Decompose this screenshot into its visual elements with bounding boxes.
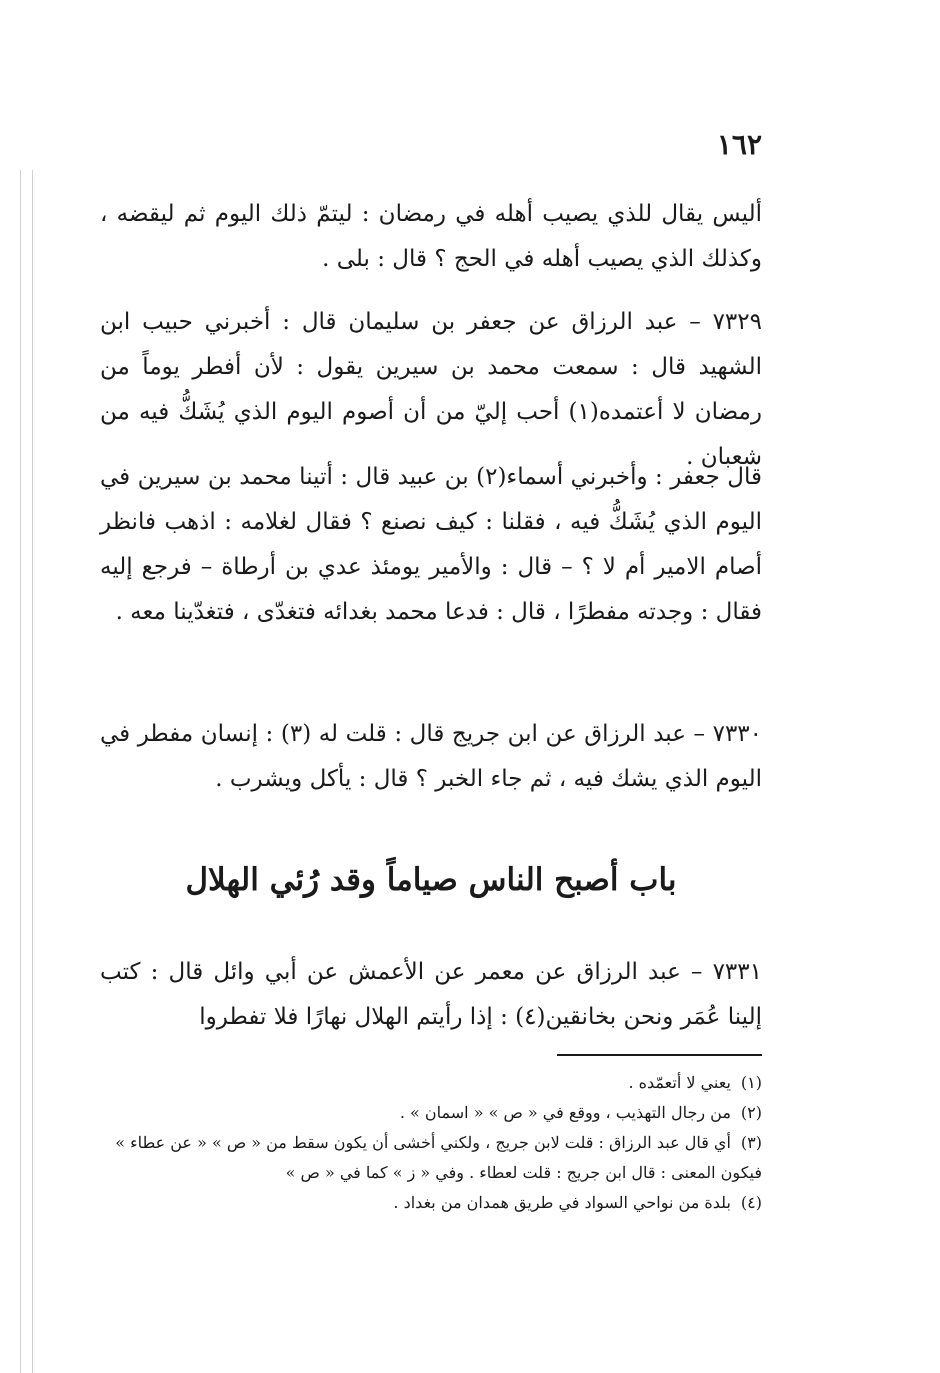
footnote-text: أي قال عبد الرزاق : قلت لابن جريج ، ولكني أخشى أن يكون سقط من « ص » « عن عطاء » فيكون المعنى : قال ابن جريج : قلت لعطاء . وفي « ز » كما في « ص » — [115, 1133, 762, 1182]
footnote-number: (٢) — [740, 1103, 762, 1122]
footnote-text: بلدة من نواحي السواد في طريق همدان من بغداد . — [393, 1193, 731, 1212]
paragraph-text: ٧٣٣١ – عبد الرزاق عن معمر عن الأعمش عن أبي وائل قال : كتب إلينا عُمَر ونحن بخانقين(٤) : إذا رأيتم الهلال نهارًا فلا تفطروا — [100, 959, 762, 1030]
footnotes — [100, 1068, 762, 1218]
hadith-7329 — [100, 300, 762, 480]
footnote-text: يعني لا أتعمّده . — [628, 1073, 731, 1092]
paragraph-jafar — [100, 455, 762, 635]
footnote-number: (٤) — [740, 1193, 762, 1212]
paragraph-text: قال جعفر : وأخبرني أسماء(٢) بن عبيد قال : أتينا محمد بن سيرين في اليوم الذي يُشَكُّ فيه ، فقلنا : كيف نصنع ؟ فقال لغلامه : اذهب فانظر أصام الامير أم لا ؟ – قال : والأمير يومئذ عدي بن أرطاة – فرجع إليه فقال : وجدته مفطرًا ، قال : فدعا محمد بغدائه فتغدّى ، فتغدّينا معه . — [100, 464, 762, 625]
page-binding-line — [20, 170, 21, 1373]
hadith-7331 — [100, 950, 762, 1040]
paragraph-intro — [100, 192, 762, 282]
page-number: ١٦٢ — [716, 128, 762, 161]
footnote-2 — [100, 1098, 762, 1128]
page-binding-line — [32, 170, 33, 1373]
footnote-1 — [100, 1068, 762, 1098]
paragraph-text: ٧٣٢٩ – عبد الرزاق عن جعفر بن سليمان قال : أخبرني حبيب ابن الشهيد قال : سمعت محمد بن سيرين يقول : لأن أفطر يوماً من رمضان لا أعتمده(١) أحب إليّ من أن أصوم اليوم الذي يُشَكُّ فيه من شعبان . — [100, 309, 762, 470]
footnote-divider — [557, 1054, 762, 1056]
footnote-4 — [100, 1188, 762, 1218]
footnote-number: (١) — [740, 1073, 762, 1092]
hadith-7330 — [100, 712, 762, 802]
chapter-heading: باب أصبح الناس صياماً وقد رُئي الهلال — [185, 862, 677, 898]
paragraph-text: أليس يقال للذي يصيب أهله في رمضان : ليتمّ ذلك اليوم ثم ليقضه ، وكذلك الذي يصيب أهله في الحج ؟ قال : بلى . — [100, 201, 762, 272]
paragraph-text: ٧٣٣٠ – عبد الرزاق عن ابن جريج قال : قلت له (٣) : إنسان مفطر في اليوم الذي يشك فيه ، ثم جاء الخبر ؟ قال : يأكل ويشرب . — [100, 721, 763, 792]
footnote-text: من رجال التهذيب ، ووقع في « ص » « اسمان » . — [399, 1103, 731, 1122]
footnote-number: (٣) — [740, 1133, 762, 1152]
footnote-3 — [100, 1128, 762, 1188]
